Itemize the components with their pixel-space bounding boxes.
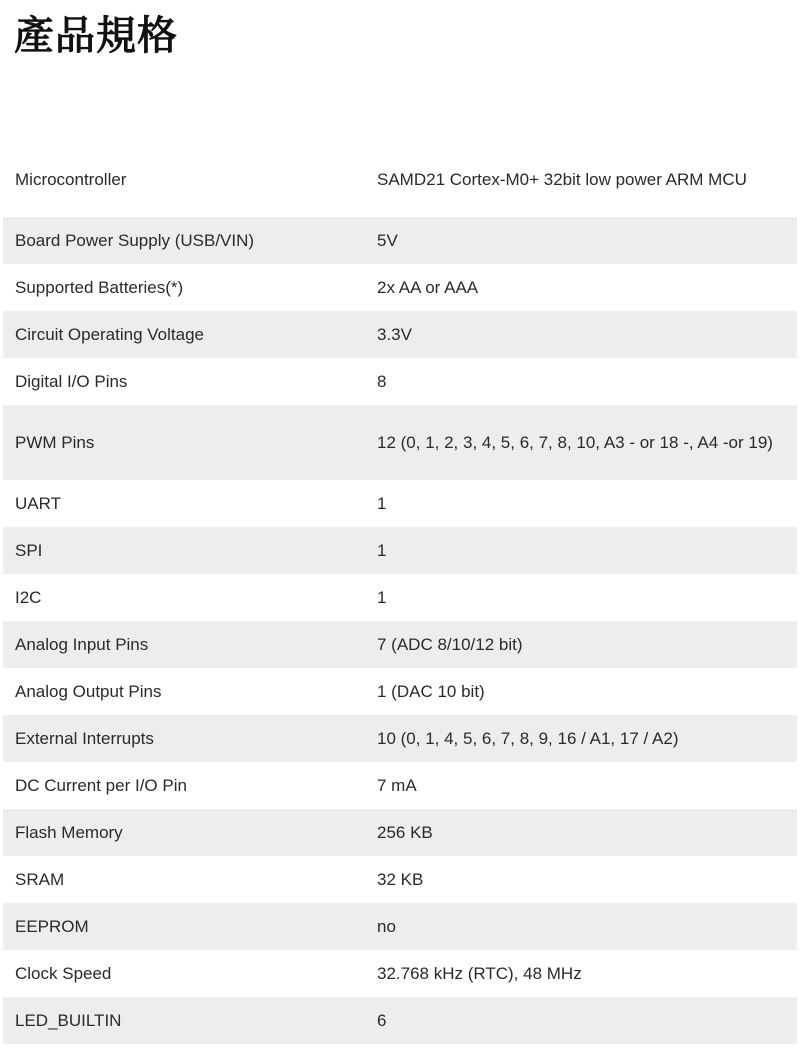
table-row: [3, 358, 797, 405]
table-row: [3, 142, 797, 217]
table-row: [3, 856, 797, 903]
table-row: [3, 997, 797, 1044]
spec-value: 5V: [377, 231, 398, 250]
table-row: [3, 480, 797, 527]
spec-label: LED_BUILTIN: [15, 1011, 122, 1030]
spec-label: Analog Input Pins: [15, 635, 149, 654]
spec-table: [3, 142, 797, 1044]
spec-label: Digital I/O Pins: [15, 372, 128, 391]
spec-value: 8: [377, 372, 387, 391]
spec-value: 1: [377, 541, 387, 560]
table-row: [3, 527, 797, 574]
table-row: [3, 264, 797, 311]
spec-label: Flash Memory: [15, 823, 123, 842]
table-row: [3, 950, 797, 997]
spec-value: SAMD21 Cortex-M0+ 32bit low power ARM MCU: [377, 170, 747, 189]
spec-value: 1: [377, 588, 387, 607]
spec-value: 10 (0, 1, 4, 5, 6, 7, 8, 9, 16 / A1, 17 / A2): [377, 729, 679, 748]
spec-label: Analog Output Pins: [15, 682, 162, 701]
spec-value: 1: [377, 494, 387, 513]
table-row: [3, 809, 797, 856]
spec-value: 32.768 kHz (RTC), 48 MHz: [377, 964, 582, 983]
spec-label: PWM Pins: [15, 433, 95, 452]
spec-value: 32 KB: [377, 870, 424, 889]
spec-label: Circuit Operating Voltage: [15, 325, 204, 344]
table-row: [3, 668, 797, 715]
spec-value: no: [377, 917, 396, 936]
table-row: [3, 903, 797, 950]
spec-value: 7 (ADC 8/10/12 bit): [377, 635, 523, 654]
spec-value: 2x AA or AAA: [377, 278, 479, 297]
spec-label: SRAM: [15, 870, 65, 889]
spec-label: EEPROM: [15, 917, 89, 936]
spec-label: Supported Batteries(*): [15, 278, 184, 297]
spec-value: 1 (DAC 10 bit): [377, 682, 485, 701]
spec-label: Board Power Supply (USB/VIN): [15, 231, 255, 250]
spec-value: 256 KB: [377, 823, 433, 842]
spec-value: 3.3V: [377, 325, 412, 344]
table-row: [3, 762, 797, 809]
table-row: [3, 311, 797, 358]
table-row: [3, 621, 797, 668]
spec-label: Clock Speed: [15, 964, 112, 983]
spec-value: 12 (0, 1, 2, 3, 4, 5, 6, 7, 8, 10, A3 - or 18 -, A4 -or 19): [377, 433, 773, 452]
table-row: [3, 217, 797, 264]
spec-label: I2C: [15, 588, 42, 607]
spec-label: SPI: [15, 541, 43, 560]
spec-label: UART: [15, 494, 61, 513]
table-row: [3, 405, 797, 480]
spec-label: Microcontroller: [15, 170, 127, 189]
table-row: [3, 574, 797, 621]
table-row: [3, 715, 797, 762]
spec-value: 6: [377, 1011, 387, 1030]
spec-label: DC Current per I/O Pin: [15, 776, 187, 795]
spec-value: 7 mA: [377, 776, 417, 795]
spec-label: External Interrupts: [15, 729, 154, 748]
page-title: 產品規格: [14, 13, 178, 59]
